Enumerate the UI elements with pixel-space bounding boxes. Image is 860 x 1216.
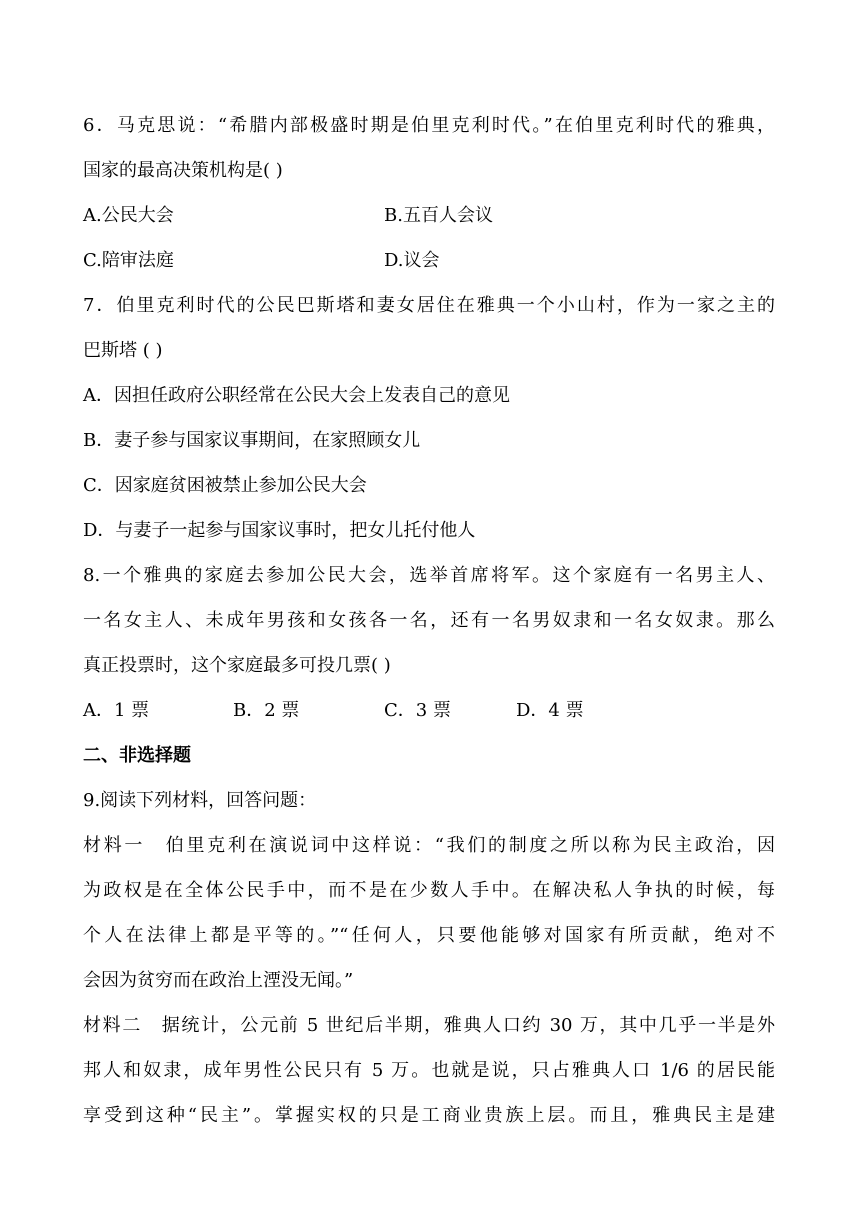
- section-heading: 二、非选择题: [83, 745, 191, 766]
- q7-option-d: D．与妻子一起参与国家议事时，把女儿托付他人: [83, 520, 476, 541]
- q9-material2-line-3: 享受到这种“民主”。掌握实权的只是工商业贵族上层。而且，雅典民主是建: [83, 1105, 775, 1126]
- q8-stem-line-3: 真正投票时，这个家庭最多可投几票( ): [83, 655, 391, 676]
- q6-stem-line-1: 6．马克思说：“希腊内部极盛时期是伯里克利时代。”在伯里克利时代的雅典，: [83, 115, 775, 136]
- q8-option-b: B．2 票: [233, 700, 300, 721]
- q7-option-a: A．因担任政府公职经常在公民大会上发表自己的意见: [83, 385, 510, 406]
- q9-material1-line-3: 个人在法律上都是平等的。”“任何人，只要他能够对国家有所贡献，绝对不: [83, 925, 775, 946]
- q8-option-a: A．1 票: [83, 700, 150, 721]
- q9-material1-line-1: 材料一 伯里克利在演说词中这样说：“我们的制度之所以称为民主政治，因: [83, 835, 775, 856]
- q6-option-d: D.议会: [384, 250, 440, 271]
- q6-option-c: C.陪审法庭: [83, 250, 174, 271]
- q6-option-a: A.公民大会: [83, 205, 174, 226]
- q6-stem-line-2: 国家的最高决策机构是( ): [83, 160, 283, 181]
- q7-stem-line-1: 7．伯里克利时代的公民巴斯塔和妻女居住在雅典一个小山村，作为一家之主的: [83, 295, 775, 316]
- q9-material2-line-1: 材料二 据统计，公元前 5 世纪后半期，雅典人口约 30 万，其中几乎一半是外: [83, 1015, 775, 1036]
- q8-stem-line-1: 8.一个雅典的家庭去参加公民大会，选举首席将军。这个家庭有一名男主人、: [83, 565, 775, 586]
- q7-option-b: B．妻子参与国家议事期间，在家照顾女儿: [83, 430, 421, 451]
- q7-stem-line-2: 巴斯塔 ( ): [83, 340, 163, 361]
- q9-material2-line-2: 邦人和奴隶，成年男性公民只有 5 万。也就是说，只占雅典人口 1/6 的居民能: [83, 1060, 775, 1081]
- q9-material1-line-4: 会因为贫穷而在政治上湮没无闻。”: [83, 970, 354, 991]
- q8-stem-line-2: 一名女主人、未成年男孩和女孩各一名，还有一名男奴隶和一名女奴隶。那么: [83, 610, 775, 631]
- q9-material1-line-2: 为政权是在全体公民手中，而不是在少数人手中。在解决私人争执的时候，每: [83, 880, 775, 901]
- q7-option-c: C．因家庭贫困被禁止参加公民大会: [83, 475, 367, 496]
- q8-option-d: D．4 票: [516, 700, 584, 721]
- q6-option-b: B.五百人会议: [384, 205, 493, 226]
- q9-intro: 9.阅读下列材料，回答问题：: [83, 790, 317, 811]
- q8-option-c: C．3 票: [384, 700, 451, 721]
